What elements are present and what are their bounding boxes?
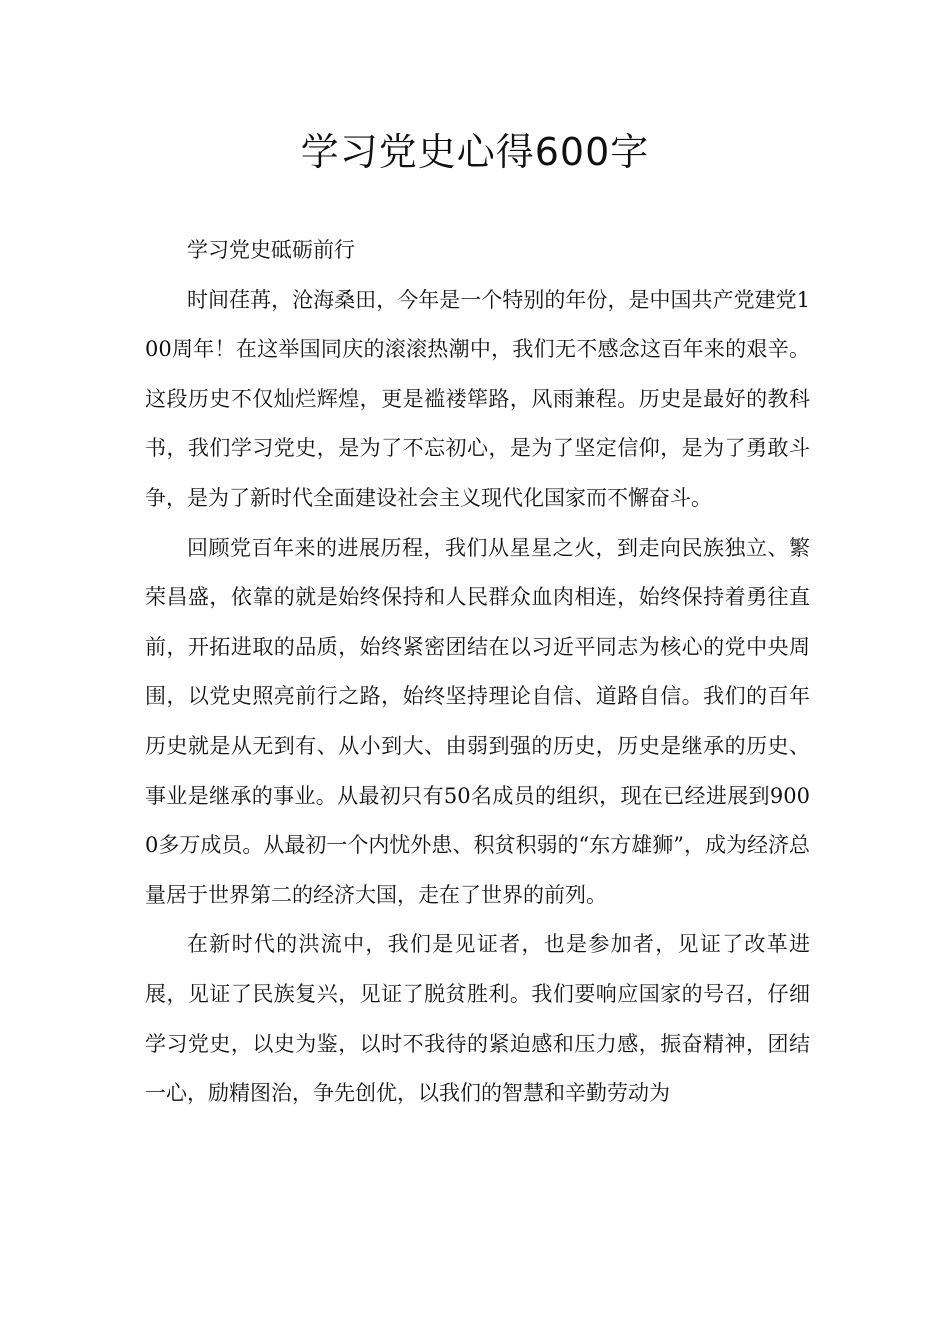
body-paragraph: 回顾党百年来的进展历程，我们从星星之火，到走向民族独立、繁荣昌盛，依靠的就是始终保持和人民群众血肉相连，始终保持着勇往直前，开拓进取的品质，始终紧密团结在以习近平同志为核心的党中央周围，以党史照亮前行之路，始终坚持理论自信、道路自信。我们的百年历史就是从无到有、从小到大、由弱到强的历史，历史是继承的历史、事业是继承的事业。从最初只有50名成员的组织，现在已经进展到9000多万成员。从最初一个内忧外患、积贫积弱的“东方雄狮”，成为经济总量居于世界第二的经济大国，走在了世界的前列。 — [145, 535, 810, 907]
body-paragraph: 时间荏苒，沧海桑田，今年是一个特别的年份，是中国共产党建党100周年！在这举国同庆的滚滚热潮中，我们无不感念这百年来的艰辛。这段历史不仅灿烂辉煌，更是褴褛筚路，风雨兼程。历史是最好的教科书，我们学习党史，是为了不忘初心，是为了坚定信仰，是为了勇敢斗争，是为了新时代全面建设社会主义现代化国家而不懈奋斗。 — [145, 287, 810, 510]
document-body — [145, 226, 810, 1119]
subtitle-paragraph: 学习党史砥砺前行 — [187, 238, 355, 262]
body-paragraph: 在新时代的洪流中，我们是见证者，也是参加者，见证了改革进展，见证了民族复兴，见证了脱贫胜利。我们要响应国家的号召，仔细学习党史，以史为鉴，以时不我待的紧迫感和压力感，振奋精神，团结一心，励精图治，争先创优，以我们的智慧和辛勤劳动为 — [145, 932, 810, 1106]
document-title: 学习党史心得600字 — [300, 130, 650, 174]
